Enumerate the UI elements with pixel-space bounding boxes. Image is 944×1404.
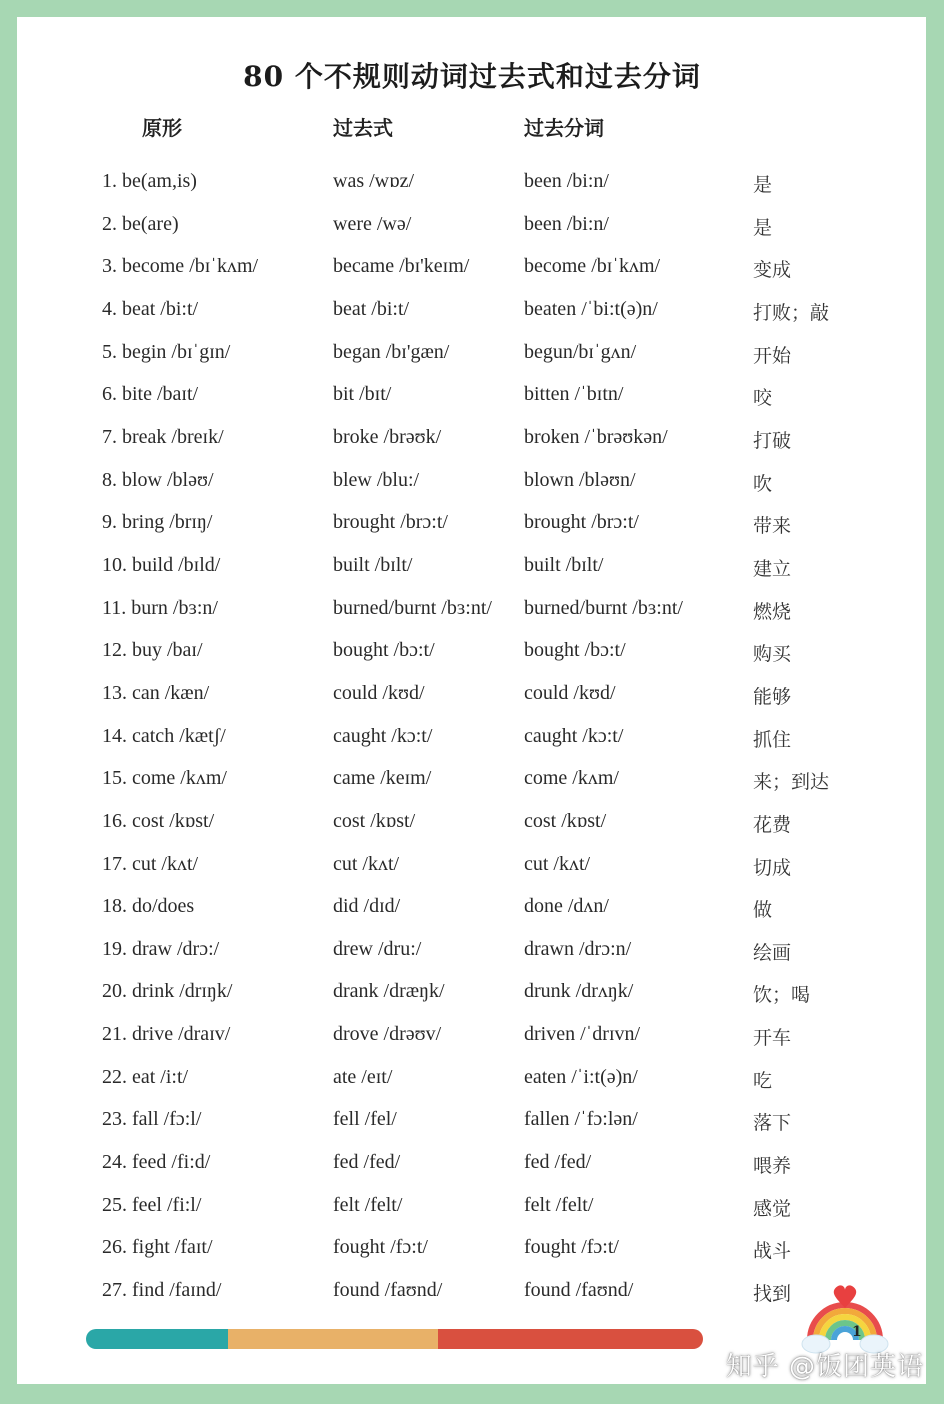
verb-past-participle: fought /fɔ:t/ bbox=[524, 1236, 619, 1259]
verb-row bbox=[0, 503, 944, 546]
verb-chinese-meaning: 咬 bbox=[753, 387, 773, 410]
verb-past-tense: blew /blu:/ bbox=[333, 468, 420, 491]
verb-row bbox=[0, 674, 944, 717]
verb-list bbox=[0, 162, 944, 1314]
bar-segment bbox=[228, 1329, 438, 1349]
verb-past-tense: built /bɪlt/ bbox=[333, 553, 413, 576]
verb-chinese-meaning: 是 bbox=[753, 174, 773, 196]
verb-past-tense: broke /brəʊk/ bbox=[333, 425, 442, 448]
verb-row bbox=[0, 461, 944, 504]
verb-past-tense: found /faʊnd/ bbox=[333, 1279, 443, 1302]
verb-base-form: 7. break /breɪk/ bbox=[102, 425, 224, 448]
verb-row bbox=[0, 887, 944, 930]
verb-past-participle: built /bɪlt/ bbox=[524, 553, 604, 576]
verb-past-tense: fell /fel/ bbox=[333, 1108, 397, 1131]
verb-chinese-meaning: 建立 bbox=[753, 557, 792, 580]
verb-row bbox=[0, 1100, 944, 1143]
verb-past-tense: drove /drəʊv/ bbox=[333, 1023, 442, 1046]
verb-past-tense: became /bɪ'keɪm/ bbox=[333, 255, 470, 278]
verb-chinese-meaning: 找到 bbox=[753, 1283, 792, 1306]
bar-segment bbox=[86, 1329, 228, 1349]
verb-base-form: 19. draw /drɔ:/ bbox=[102, 937, 220, 960]
verb-past-tense: bought /bɔ:t/ bbox=[333, 639, 435, 662]
verb-base-form: 10. build /bɪld/ bbox=[102, 553, 221, 576]
verb-chinese-meaning: 感觉 bbox=[753, 1197, 792, 1220]
verb-chinese-meaning: 开始 bbox=[753, 344, 792, 367]
verb-base-form: 8. blow /bləʊ/ bbox=[102, 468, 214, 491]
verb-past-participle: caught /kɔ:t/ bbox=[524, 724, 624, 747]
verb-past-tense: were /wə/ bbox=[333, 212, 412, 235]
verb-past-participle: cost /kɒst/ bbox=[524, 809, 607, 832]
verb-chinese-meaning: 切成 bbox=[753, 856, 792, 879]
verb-past-participle: done /dʌn/ bbox=[524, 895, 609, 918]
verb-past-participle: bitten /ˈbɪtn/ bbox=[524, 383, 624, 406]
verb-past-tense: brought /brɔ:t/ bbox=[333, 511, 448, 534]
bar-segment bbox=[438, 1329, 703, 1349]
verb-past-participle: burned/burnt /bɜ:nt/ bbox=[524, 596, 683, 619]
verb-base-form: 12. buy /baɪ/ bbox=[102, 639, 203, 662]
verb-past-tense: beat /bi:t/ bbox=[333, 297, 410, 320]
verb-past-tense: fed /fed/ bbox=[333, 1151, 401, 1174]
verb-past-tense: did /dɪd/ bbox=[333, 895, 401, 918]
verb-base-form: 3. become /bɪˈkʌm/ bbox=[102, 255, 259, 278]
verb-past-participle: blown /bləʊn/ bbox=[524, 468, 636, 491]
verb-chinese-meaning: 能够 bbox=[753, 685, 792, 708]
verb-chinese-meaning: 抓住 bbox=[753, 728, 792, 751]
verb-past-participle: beaten /ˈbi:t(ə)n/ bbox=[524, 297, 658, 320]
verb-row bbox=[0, 1015, 944, 1058]
verb-past-participle: begun/bɪˈgʌn/ bbox=[524, 340, 637, 363]
verb-chinese-meaning: 做 bbox=[753, 899, 773, 922]
verb-past-participle: drawn /drɔ:n/ bbox=[524, 937, 632, 960]
verb-base-form: 11. burn /bɜ:n/ bbox=[102, 596, 218, 619]
verb-past-participle: been /bi:n/ bbox=[524, 170, 609, 192]
header-base-form: 原形 bbox=[142, 116, 182, 140]
verb-past-participle: bought /bɔ:t/ bbox=[524, 639, 626, 662]
verb-chinese-meaning: 吃 bbox=[753, 1069, 773, 1092]
verb-row bbox=[0, 631, 944, 674]
verb-base-form: 22. eat /i:t/ bbox=[102, 1065, 189, 1088]
verb-base-form: 21. drive /draɪv/ bbox=[102, 1023, 231, 1046]
verb-row bbox=[0, 589, 944, 632]
verb-chinese-meaning: 是 bbox=[753, 216, 773, 239]
verb-past-participle: driven /ˈdrɪvn/ bbox=[524, 1023, 641, 1046]
verb-past-tense: caught /kɔ:t/ bbox=[333, 724, 433, 747]
header-past-participle: 过去分词 bbox=[524, 116, 604, 140]
verb-base-form: 6. bite /baɪt/ bbox=[102, 383, 199, 406]
watermark: 知乎 @饭团英语 bbox=[725, 1352, 924, 1382]
verb-chinese-meaning: 落下 bbox=[753, 1112, 792, 1135]
verb-chinese-meaning: 变成 bbox=[753, 259, 792, 282]
verb-base-form: 14. catch /kætʃ/ bbox=[102, 724, 226, 747]
verb-chinese-meaning: 燃烧 bbox=[753, 600, 792, 623]
verb-base-form: 4. beat /bi:t/ bbox=[102, 297, 199, 320]
verb-row bbox=[0, 802, 944, 845]
verb-past-tense: fought /fɔ:t/ bbox=[333, 1236, 428, 1259]
verb-past-participle: cut /kʌt/ bbox=[524, 852, 591, 875]
verb-chinese-meaning: 打败；敲 bbox=[753, 301, 830, 324]
verb-chinese-meaning: 打破 bbox=[753, 429, 792, 452]
verb-past-tense: bit /bɪt/ bbox=[333, 383, 392, 406]
verb-row bbox=[0, 418, 944, 461]
verb-base-form: 16. cost /kɒst/ bbox=[102, 809, 215, 832]
verb-past-participle: could /kʊd/ bbox=[524, 681, 616, 704]
verb-row bbox=[0, 1228, 944, 1271]
verb-past-tense: ate /eɪt/ bbox=[333, 1065, 393, 1088]
verb-past-participle: drunk /drʌŋk/ bbox=[524, 980, 634, 1003]
verb-base-form: 13. can /kæn/ bbox=[102, 681, 210, 704]
verb-past-participle: fed /fed/ bbox=[524, 1151, 592, 1174]
verb-past-tense: burned/burnt /bɜ:nt/ bbox=[333, 596, 492, 619]
header-past-tense: 过去式 bbox=[333, 116, 393, 140]
verb-chinese-meaning: 开车 bbox=[753, 1027, 792, 1050]
verb-row bbox=[0, 205, 944, 248]
verb-chinese-meaning: 来；到达 bbox=[753, 771, 830, 794]
verb-chinese-meaning: 带来 bbox=[753, 515, 792, 538]
verb-past-participle: found /faʊnd/ bbox=[524, 1279, 634, 1302]
verb-base-form: 2. be(are) bbox=[102, 212, 179, 235]
page-title: 80 个不规则动词过去式和过去分词 bbox=[243, 60, 701, 93]
verb-chinese-meaning: 绘画 bbox=[753, 941, 792, 964]
verb-past-tense: began /bɪ'gæn/ bbox=[333, 340, 450, 363]
verb-past-tense: drew /dru:/ bbox=[333, 937, 422, 960]
verb-row bbox=[0, 930, 944, 973]
verb-chinese-meaning: 吹 bbox=[753, 472, 773, 495]
verb-base-form: 26. fight /faɪt/ bbox=[102, 1236, 213, 1259]
verb-row bbox=[0, 247, 944, 290]
verb-past-participle: been /bi:n/ bbox=[524, 212, 609, 235]
verb-base-form: 17. cut /kʌt/ bbox=[102, 852, 199, 875]
verb-row bbox=[0, 1186, 944, 1229]
verb-row bbox=[0, 845, 944, 888]
verb-row bbox=[0, 290, 944, 333]
verb-past-participle: fallen /ˈfɔ:lən/ bbox=[524, 1108, 638, 1131]
verb-past-tense: came /keɪm/ bbox=[333, 767, 432, 790]
verb-base-form: 15. come /kʌm/ bbox=[102, 767, 227, 790]
verb-base-form: 27. find /faɪnd/ bbox=[102, 1279, 222, 1302]
verb-past-tense: could /kʊd/ bbox=[333, 681, 425, 704]
verb-row bbox=[0, 546, 944, 589]
page-number: 1 bbox=[852, 1324, 862, 1340]
verb-base-form: 18. do/does bbox=[102, 895, 195, 918]
verb-past-tense: was /wɒz/ bbox=[333, 170, 414, 192]
verb-row bbox=[0, 1143, 944, 1186]
verb-past-tense: felt /felt/ bbox=[333, 1193, 403, 1216]
verb-row bbox=[0, 972, 944, 1015]
verb-chinese-meaning: 战斗 bbox=[753, 1240, 792, 1263]
verb-base-form: 5. begin /bɪˈgɪn/ bbox=[102, 340, 231, 363]
verb-past-participle: eaten /ˈi:t(ə)n/ bbox=[524, 1065, 638, 1088]
verb-chinese-meaning: 购买 bbox=[753, 643, 792, 666]
verb-past-tense: drank /dræŋk/ bbox=[333, 980, 445, 1003]
verb-chinese-meaning: 花费 bbox=[753, 813, 792, 836]
column-headers bbox=[0, 112, 944, 142]
verb-base-form: 1. be(am,is) bbox=[102, 170, 197, 192]
verb-base-form: 25. feel /fi:l/ bbox=[102, 1193, 202, 1216]
verb-past-participle: brought /brɔ:t/ bbox=[524, 511, 639, 534]
verb-chinese-meaning: 饮；喝 bbox=[753, 984, 811, 1007]
decorative-color-bar bbox=[86, 1329, 703, 1349]
verb-past-participle: broken /ˈbrəʊkən/ bbox=[524, 425, 668, 448]
verb-past-participle: become /bɪˈkʌm/ bbox=[524, 255, 661, 278]
verb-chinese-meaning: 喂养 bbox=[753, 1155, 792, 1178]
verb-past-participle: felt /felt/ bbox=[524, 1193, 594, 1216]
verb-past-tense: cost /kɒst/ bbox=[333, 809, 416, 832]
verb-row bbox=[0, 162, 944, 205]
verb-row bbox=[0, 1058, 944, 1101]
verb-row bbox=[0, 717, 944, 760]
verb-base-form: 24. feed /fi:d/ bbox=[102, 1151, 211, 1174]
verb-row bbox=[0, 333, 944, 376]
verb-base-form: 23. fall /fɔ:l/ bbox=[102, 1108, 202, 1131]
verb-row bbox=[0, 375, 944, 418]
verb-past-tense: cut /kʌt/ bbox=[333, 852, 400, 875]
verb-row bbox=[0, 759, 944, 802]
verb-base-form: 9. bring /brɪŋ/ bbox=[102, 511, 213, 534]
verb-past-participle: come /kʌm/ bbox=[524, 767, 619, 790]
verb-base-form: 20. drink /drɪŋk/ bbox=[102, 980, 233, 1003]
